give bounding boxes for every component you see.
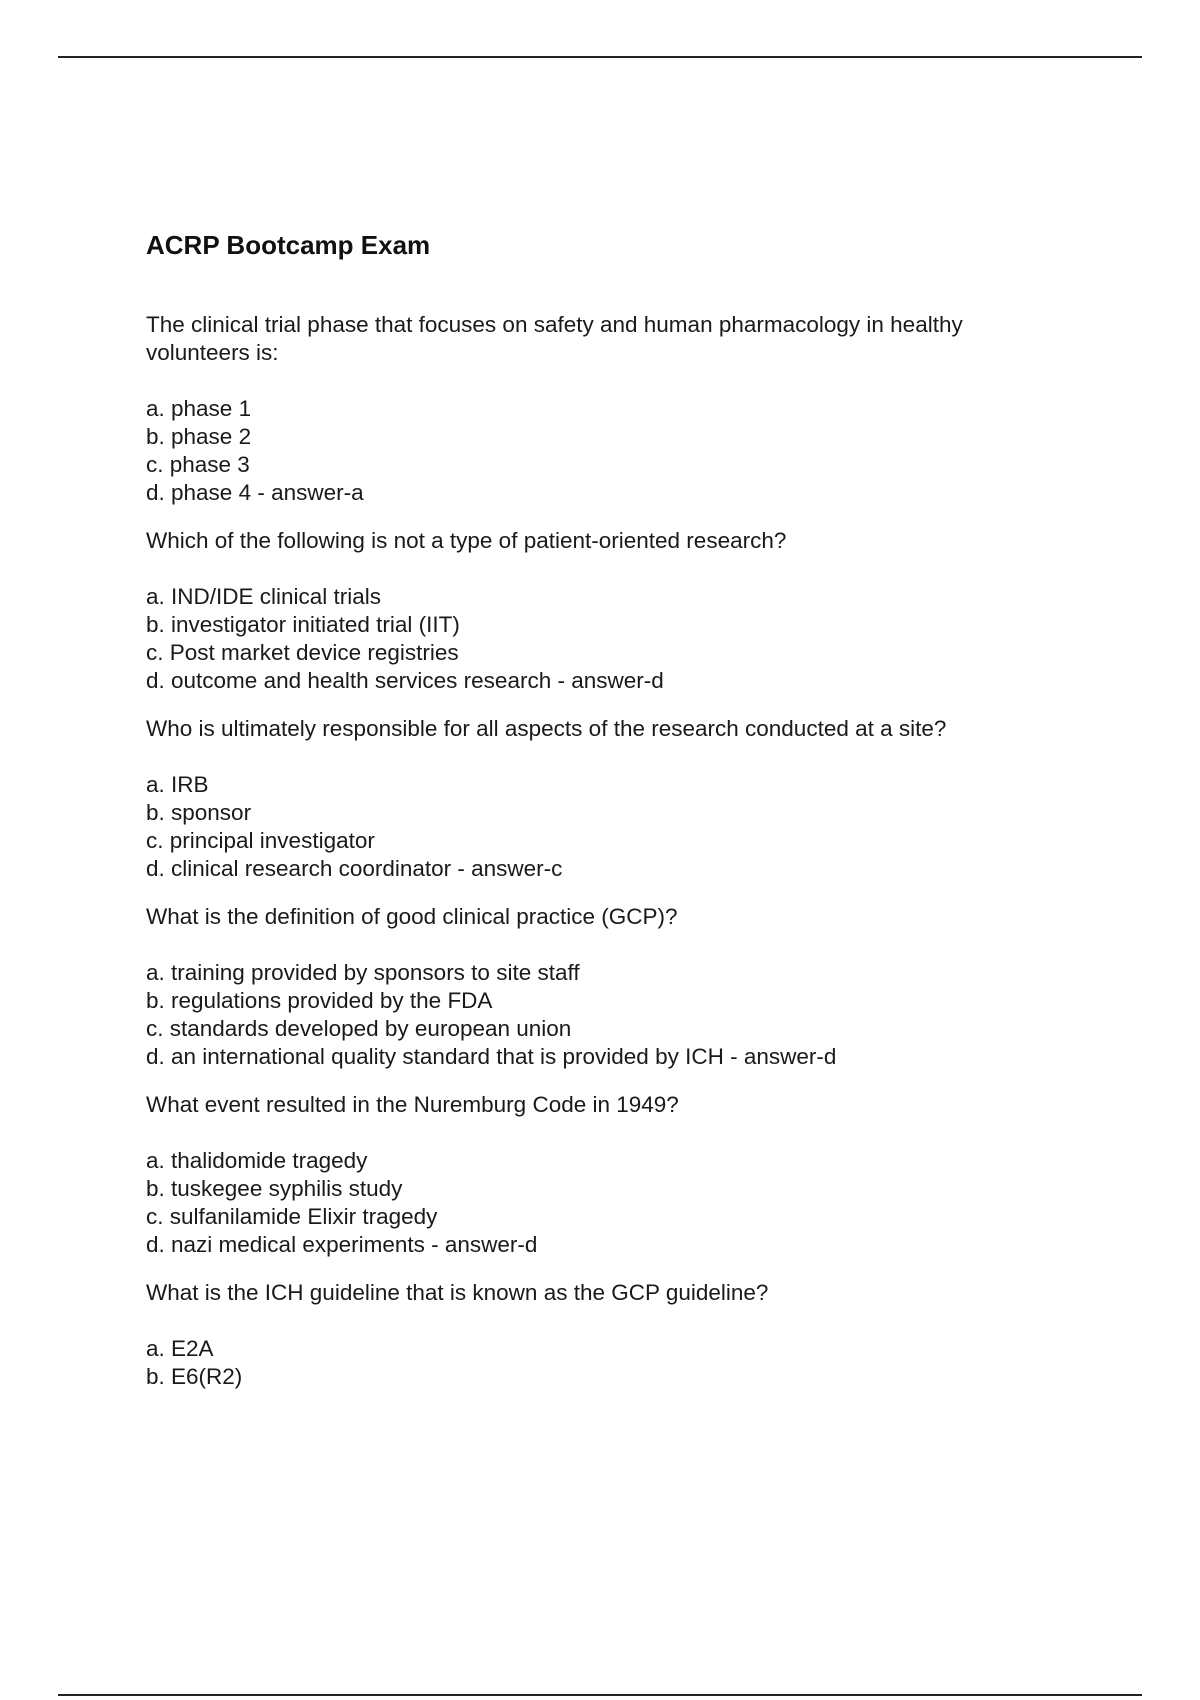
option-item: a. phase 1	[146, 396, 252, 421]
question-text: What is the definition of good clinical practice (GCP)?	[146, 904, 678, 929]
option-list	[146, 771, 1046, 883]
option-item: a. IND/IDE clinical trials	[146, 584, 382, 609]
option-item: d. outcome and health services research - answer-d	[146, 668, 664, 693]
question-3	[146, 715, 1046, 883]
option-item: b. E6(R2)	[146, 1364, 243, 1389]
question-2	[146, 527, 1046, 695]
question-6	[146, 1279, 1046, 1391]
bottom-rule	[58, 1694, 1142, 1696]
option-item: c. sulfanilamide Elixir tragedy	[146, 1204, 438, 1229]
option-item: a. thalidomide tragedy	[146, 1148, 368, 1173]
question-1	[146, 311, 1046, 507]
document-title: ACRP Bootcamp Exam	[146, 230, 431, 260]
document-body	[146, 228, 1046, 1411]
option-item: c. principal investigator	[146, 828, 375, 853]
top-rule	[58, 56, 1142, 58]
option-item: a. training provided by sponsors to site staff	[146, 960, 580, 985]
option-item: b. sponsor	[146, 800, 252, 825]
option-item: b. regulations provided by the FDA	[146, 988, 493, 1013]
option-item: d. phase 4 - answer-a	[146, 480, 364, 505]
option-item: b. phase 2	[146, 424, 252, 449]
question-text: Which of the following is not a type of patient-oriented research?	[146, 528, 787, 553]
option-item: d. clinical research coordinator - answer-c	[146, 856, 563, 881]
question-text: Who is ultimately responsible for all aspects of the research conducted at a site?	[146, 716, 947, 741]
question-4	[146, 903, 1046, 1071]
option-item: c. Post market device registries	[146, 640, 459, 665]
option-list	[146, 395, 1046, 507]
question-5	[146, 1091, 1046, 1259]
option-item: a. IRB	[146, 772, 209, 797]
question-text: The clinical trial phase that focuses on safety and human pharmacology in healthy volunteers is:	[146, 312, 963, 365]
option-item: d. nazi medical experiments - answer-d	[146, 1232, 538, 1257]
option-list	[146, 959, 1046, 1071]
option-item: b. investigator initiated trial (IIT)	[146, 612, 460, 637]
question-text: What event resulted in the Nuremburg Code in 1949?	[146, 1092, 679, 1117]
option-item: c. standards developed by european union	[146, 1016, 572, 1041]
option-list	[146, 583, 1046, 695]
option-list	[146, 1147, 1046, 1259]
option-list	[146, 1335, 1046, 1391]
option-item: a. E2A	[146, 1336, 214, 1361]
question-text: What is the ICH guideline that is known as the GCP guideline?	[146, 1280, 769, 1305]
option-item: c. phase 3	[146, 452, 250, 477]
option-item: b. tuskegee syphilis study	[146, 1176, 403, 1201]
option-item: d. an international quality standard that is provided by ICH - answer-d	[146, 1044, 837, 1069]
